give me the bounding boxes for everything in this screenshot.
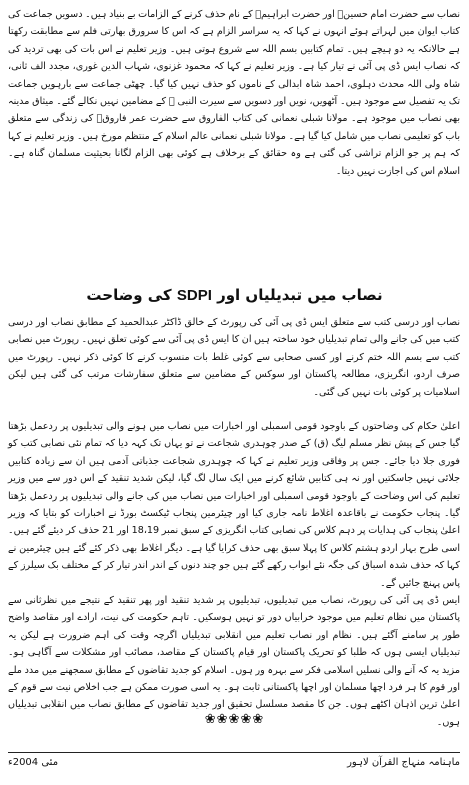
issue-date: مئی 2004ء [8,757,59,768]
ornament-divider: ❀❀❀❀❀ [204,712,265,727]
top-paragraph: نصاب سے حضرت امام حسینؓ اور حضرت ابراہیمؑ کے نام حذف کرنے کے الزامات بے بنیاد ہیں۔ دسویں جماعت کی کتاب ایوان میں لہراتے ہوئے انہوں نے کہا کہ یہ سراسر الزام ہے کہ اس کا سرورق بھارتی فلم سے مطابقت رکھتا ہے حالانکہ یہ دو ہیچے ہیں۔ تمام کتابیں بسم اللہ سے شروع ہوتی ہیں۔ وزیر تعلیم نے اس بات کی بھی تردید کی کہ نصاب ایس ڈی پی آئی نے تیار کیا ہے۔ وزیر تعلیم نے کہا کہ محمود غزنوی، شہاب الدین غوری، مجدد الف ثانی، شاہ ولی اللہ محدث دہلوی، احمد شاہ ابدالی کے ناموں کو حذف نہیں کیا گیا۔ چھٹی جماعت سے بارہویں جماعت تک یہ تفصیل سے موجود ہیں۔ آٹھویں، نویں اور دسویں سے سیرت النبی ﷺ کے مضامین نہیں نکالے گئے۔ میثاق مدینہ بھی نصاب میں موجود ہے۔ مولانا شبلی نعمانی کی کتاب الفاروق سے حضرت عمر فاروقؓ کی زندگی سے متعلق باب کو تعلیمی نصاب میں شامل کیا گیا ہے۔ مولانا شبلی نعمانی عالم اسلام کے منتظم مورخ ہیں۔ وزیر تعلیم نے کہا کہ ہم پر جو الزام تراشی کی گئی ہے وہ حقائق کے برخلاف ہے کوئی بھی الزام لگانا بحیثیت مسلمان گناہ ہے۔ اسلام اس کی اجازت نہیں دیتا۔ [8,9,460,177]
top-text-block [8,6,460,278]
body-paragraph-2: اعلیٰ حکام کی وضاحتوں کے باوجود قومی اسمبلی اور اخبارات میں نصاب میں ہونے والی تبدیلیوں پر ردعمل بڑھتا گیا جس کے پیش نظر مسلم لیگ (ق) کے صدر چوہدری شجاعت نے تو یہاں تک کہہ دیا کہ تمام نئی نصابی کتب کو فوری جلا دیا جائے۔ جس پر وفاقی وزیر تعلیم نے کہا کہ چوہدری شجاعت جذباتی آدمی ہیں ان سے زیادہ کتابیں جلائی نہیں جاسکتیں اور نہ ہی کتابیں شائع کرنے میں ایک سال لگ گیا، لیکن شدید تنقید کے اس دور سے میں وزیر تعلیم کی اس وضاحت کے باوجود قومی اسمبلی اور اخبارات میں نصاب میں کی جانے والی تبدیلیوں پر ردعمل بڑھتا گیا۔ پنجاب حکومت نے باقاعدہ اغلاط نامہ جاری کیا اور چیئرمین پنجاب ٹیکسٹ بورڈ نے اخبارات کو بتایا کہ وزیر اعلیٰ پنجاب کی ہدایات پر دہم کلاس کی نصابی کتاب انگریزی کے سبق نمبر 18،19 اور 21 حذف کر دیئے گئے ہیں۔ اسی طرح بہار اردو ہشتم کلاس کا پہلا سبق بھی حذف کرایا گیا ہے۔ دیگر اغلاط بھی ذکر کئے گئے ہیں چیئرمین نے کہا کہ حذف شدہ اسباق کی جگہ نئے ابواب رکھے گئے ہیں جو چند دنوں کے اندر اندر تیار کر کے مختلف بک سیلرز کے پاس پہنچ جائیں گے۔ [8,421,461,589]
section-heading [0,286,469,312]
heading-acronym: SDPI [176,287,212,304]
body-paragraph-1: نصاب اور درسی کتب سے متعلق ایس ڈی پی آئی کی رپورٹ کے خالق ڈاکٹر عبدالحمید کے مطابق نصاب اور درسی کتب میں کی جانے والی تمام تبدیلیاں خود ساختہ ہیں ان کا ایس ڈی پی آئی سے کوئی تعلق نہیں۔ رپورٹ میں نصابی کتب سے بسم اللہ ختم کرنے اور کسی صحابی سے کوئی غلط بات منسوب کرنے کا کوئی ذکر نہیں۔ رپورٹ میں صرف اردو، انگریزی، مطالعہ پاکستان اور سوکس کے مضامین سے متعلق سفارشات مرتب کی گئی ہیں لیکن اسلامیات پر کوئی بات نہیں کی گئی۔ [8,317,460,398]
magazine-name: ماہنامہ منہاج القرآن لاہور [347,757,460,768]
heading-part-1: نصاب میں تبدیلیاں اور [211,286,383,304]
page-footer [8,757,460,777]
body-paragraph-3: ایس ڈی پی آئی کی رپورٹ، نصاب میں تبدیلیوں، تبدیلیوں پر شدید تنقید اور پھر تنقید کے نتیجے میں نظرثانی سے پاکستان میں نظام تعلیم میں موجود خرابیاں دور تو نہیں ہوسکیں۔ تاہم حکومت کی نیت، ارادے اور مقاصد واضح طور پر سامنے آگئے ہیں۔ نظام اور نصاب تعلیم میں انقلابی تبدیلیاں اگرچہ وقت کی اہم ضرورت ہے لیکن یہ تبدیلیاں ایسی ہوں کہ طلبا کو تحریک پاکستان اور قیام پاکستان کے مقاصد، مصائب اور مشکلات سے آگاہی ہو۔ مزید یہ کہ آنے والی نسلیں اسلامی فکر سے بہرہ ور ہوں۔ اسلام کو جدید تقاضوں کے مطابق سمجھنے میں مدد ملے اور قوم کا ہر فرد اچھا مسلمان اور اچھا پاکستانی ثابت ہو۔ یہ اسی صورت ممکن ہے جب اخلاص نیت سے قوم کے اعلیٰ ترین اذہان اکٹھے ہوں۔ جن کا مقصد مسلسل تحقیق اور جدید تقاضوں کے مطابق نصاب میں انقلابی تبدیلیاں ہوں۔ [8,595,460,728]
heading-part-3: کی وضاحت [86,286,177,304]
footer-rule [8,752,460,753]
section-body [8,314,461,728]
